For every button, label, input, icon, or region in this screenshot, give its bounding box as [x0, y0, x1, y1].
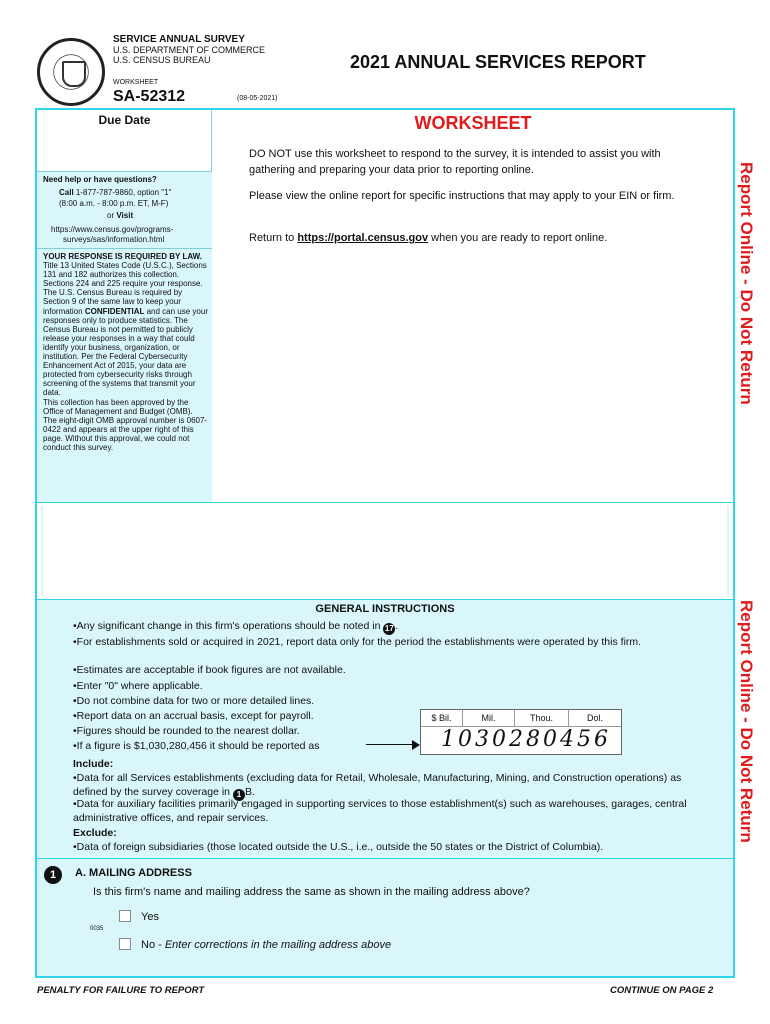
include-title: Include: [73, 758, 114, 770]
side-banner-bottom: Report Online - Do Not Return [737, 600, 756, 843]
instruction-3: •Estimates are acceptable if book figures are not available. [73, 664, 346, 676]
item-17-marker: 17 [384, 624, 394, 633]
notice-paragraph-3: Return to https://portal.census.gov when you are ready to report online. [249, 232, 608, 244]
instruction-7: •Figures should be rounded to the nearest dollar. [73, 725, 300, 737]
notice-paragraph-2: Please view the online report for specific instructions that may apply to your EIN or firm. [249, 190, 675, 202]
money-header-dol: Dol. [586, 713, 603, 723]
help-call: Call 1-877-787-9860, option "1" [59, 188, 172, 197]
example-arrowhead [412, 740, 420, 750]
help-visit: or Visit [107, 211, 134, 220]
exclude-1: •Data of foreign subsidiaries (those located outside the U.S., i.e., outside the 50 states or the District of Columbia). [73, 841, 604, 853]
instruction-6: •Report data on an accrual basis, except for payroll. [73, 710, 314, 722]
instruction-2: •For establishments sold or acquired in 2021, report data only for the period the establishments were operated by this firm. [73, 636, 642, 648]
instruction-5: •Do not combine data for two or more detailed lines. [73, 695, 315, 707]
yes-label: Yes [141, 911, 159, 923]
bureau-name: U.S. CENSUS BUREAU [113, 55, 211, 65]
report-title: 2021 ANNUAL SERVICES REPORT [350, 52, 646, 72]
worksheet-label: WORKSHEET [113, 79, 159, 86]
worksheet-heading: WORKSHEET [414, 113, 532, 133]
money-header-mil: Mil. [463, 710, 515, 726]
money-header-bil: $ Bil. [421, 710, 463, 726]
department-name: U.S. DEPARTMENT OF COMMERCE [113, 45, 266, 55]
survey-name: SERVICE ANNUAL SURVEY [113, 34, 245, 45]
legal-notice [37, 249, 212, 502]
mailing-address-question: Is this firm's name and mailing address the same as shown in the mailing address above? [93, 886, 530, 898]
continue-footer: CONTINUE ON PAGE 2 [610, 985, 714, 996]
include-2: •Data for auxiliary facilities primarily engaged in supporting services to those establishment(s) such as warehouses, garages, central administrative offices, and repair services. [73, 798, 687, 824]
address-window [41, 506, 729, 596]
penalty-footer: PENALTY FOR FAILURE TO REPORT [37, 985, 205, 996]
money-header-thou: Thou. [515, 710, 569, 726]
help-hours: (8:00 a.m. - 8:00 p.m. ET, M-F) [59, 199, 169, 208]
section-1-title: A. MAILING ADDRESS [75, 867, 192, 879]
side-banner-top: Report Online - Do Not Return [737, 162, 756, 405]
help-url-line2[interactable]: surveys/sas/information.html [63, 235, 165, 244]
help-box [37, 172, 212, 249]
portal-link[interactable]: https://portal.census.gov [297, 232, 429, 244]
due-date-label: Due Date [98, 113, 151, 127]
general-instructions-title: GENERAL INSTRUCTIONS [315, 603, 455, 615]
exclude-title: Exclude: [73, 827, 117, 839]
form-number: SA-52312 [113, 88, 186, 105]
item-code: 0035 [90, 926, 104, 932]
money-example-box [420, 709, 622, 755]
instruction-8: •If a figure is $1,030,280,456 it should be reported as [73, 740, 320, 752]
help-title: Need help or have questions? [43, 175, 157, 184]
form-date-code: (08-05-2021) [237, 95, 278, 102]
section-1-number: 1 [44, 866, 62, 884]
notice-paragraph-1: DO NOT use this worksheet to respond to the survey, it is intended to assist you with gathering and preparing your data prior to reporting online. [249, 148, 661, 176]
no-label: No - Enter corrections in the mailing address above [141, 939, 392, 951]
example-arrow [366, 744, 416, 745]
money-example-value: 1030280456 [441, 727, 611, 752]
help-url-line1[interactable]: https://www.census.gov/programs- [51, 225, 174, 234]
census-seal-logo [37, 38, 105, 106]
no-checkbox[interactable] [119, 938, 131, 950]
yes-checkbox[interactable] [119, 910, 131, 922]
instruction-4: •Enter "0" where applicable. [73, 680, 203, 692]
instruction-1: •Any significant change in this firm's operations should be noted in 17 . [73, 620, 399, 633]
legal-text: YOUR RESPONSE IS REQUIRED BY LAW. Title 13 United States Code (U.S.C.), Sections 131 and 182 authorizes this collection. Sections 224 and 225 require your response. The U.S. Census Bureau is required by Section 9 of the same law to keep your information CONFIDENTIAL and can use your responses only to produce statistics. The Census Bureau is not permitted to publicly release your responses in a way that could identify your business, organization, or institution. Per the Federal Cybersecurity Enhancement Act of 2015, your data are protected from cybersecurity risks through screening of the systems that transmit your data. This collection has been approved by the Office of Management and Budget (OMB). The eight-digit OMB approval number is 0607-0422 and appears at the upper right of this page. Without this approval, we could not conduct this survey. [43, 252, 208, 452]
section-divider [37, 858, 733, 859]
include-1: •Data for all Services establishments (excluding data for Retail, Wholesale, Manufacturing, Mining, and Construction operations) as defined by the survey coverage in 1 B. [73, 772, 682, 799]
